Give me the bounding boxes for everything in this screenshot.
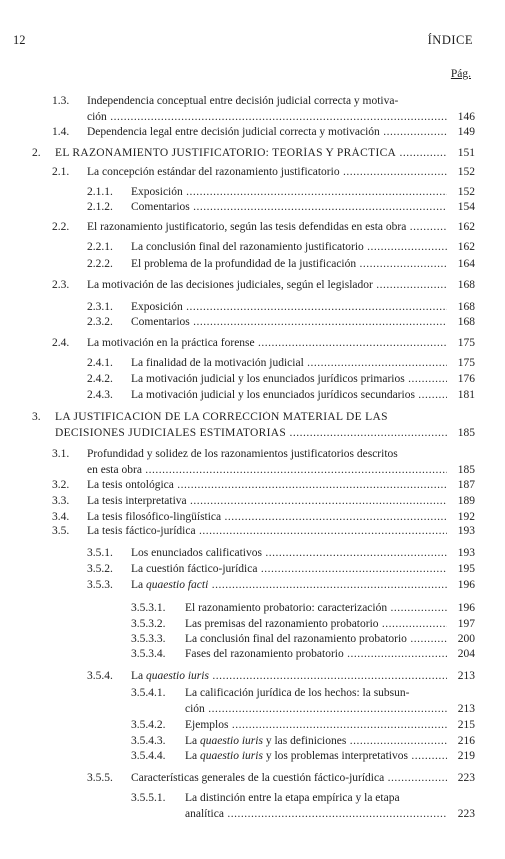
toc-entry-title: La finalidad de la motivación judicial .....	[131, 357, 447, 370]
toc-entry-page: 149	[457, 126, 475, 138]
toc-entry-number: 3.1.	[52, 448, 70, 460]
toc-entry-title: Exposición .....	[131, 186, 447, 199]
toc-entry-title: La calificación jurídica de los hechos: la subsun-	[185, 687, 410, 699]
toc-entry-title: La quaestio iuris y los problemas interpretativos .....	[185, 750, 447, 763]
toc-entry-number: 3.5.3.3.	[131, 633, 166, 645]
toc-entry-title: EL RAZONAMIENTO JUSTIFICATORIO: TEORÍAS Y PRÁCTICA .....	[55, 147, 447, 160]
toc-entry-page: 193	[457, 525, 475, 537]
toc-entry-title: Fases del razonamiento probatorio .....	[185, 648, 447, 661]
toc-entry-title: Comentarios .....	[131, 201, 447, 214]
toc-entry-title: La distinción entre la etapa empírica y la etapa	[185, 792, 400, 804]
toc-entry-title: La motivación judicial y los enunciados jurídicos primarios .....	[131, 373, 447, 386]
toc-entry-page: 196	[457, 602, 475, 614]
toc-entry-number: 2.4.3.	[87, 389, 113, 401]
toc-entry-title: ción .....	[185, 703, 447, 716]
toc-entry-page: 185	[457, 464, 475, 476]
toc-entry-title: DECISIONES JUDICIALES ESTIMATORIAS .....	[55, 427, 447, 440]
toc-entry-page: 185	[457, 427, 475, 439]
toc-entry-page: 219	[457, 750, 475, 762]
toc-entry-number: 3.5.3.2.	[131, 618, 166, 630]
toc-entry-title: La tesis filosófico-lingüística .....	[87, 511, 447, 524]
toc-entry-title: La conclusión final del razonamiento justificatorio .....	[131, 241, 447, 254]
toc-entry-number: 2.2.1.	[87, 241, 113, 253]
toc-entry-title: El problema de la profundidad de la justificación .....	[131, 258, 447, 271]
toc-entry-title: Independencia conceptual entre decisión judicial correcta y motiva-	[87, 95, 399, 107]
toc-entry-page: 213	[457, 703, 475, 715]
toc-entry-title: La tesis ontológica .....	[87, 479, 447, 492]
toc-entry-page: 215	[457, 719, 475, 731]
toc-entry-number: 3.5.4.4.	[131, 750, 166, 762]
page-number: 12	[13, 33, 26, 47]
toc-entry-number: 3.3.	[52, 495, 70, 507]
toc-entry-title: Exposición .....	[131, 301, 447, 314]
toc-entry-title: Los enunciados calificativos .....	[131, 547, 447, 560]
toc-entry-number: 2.2.	[52, 221, 70, 233]
toc-entry-page: 223	[457, 808, 475, 820]
toc-entry-page: 151	[457, 147, 475, 159]
toc-entry-number: 3.5.5.	[87, 772, 113, 784]
toc-entry-page: 168	[457, 316, 475, 328]
toc-entry-page: 146	[457, 111, 475, 123]
toc-entry-title: Comentarios .....	[131, 316, 447, 329]
toc-entry-page: 204	[457, 648, 475, 660]
toc-entry-number: 2.4.1.	[87, 357, 113, 369]
latin-term: quaestio iuris	[200, 735, 263, 747]
toc-entry-title: La tesis fáctico-jurídica .....	[87, 525, 447, 538]
toc-entry-number: 3.5.4.1.	[131, 687, 166, 699]
toc-entry-number: 2.4.	[52, 337, 70, 349]
toc-entry-number: 2.2.2.	[87, 258, 113, 270]
toc-entry-page: 168	[457, 301, 475, 313]
toc-entry-title: LA JUSTIFICACIÓN DE LA CORRECCIÓN MATERIAL DE LAS	[55, 411, 388, 423]
toc-entry-title: La cuestión fáctico-jurídica .....	[131, 563, 447, 576]
toc-entry-number: 3.5.3.4.	[131, 648, 166, 660]
toc-entry-number: 3.	[32, 411, 41, 423]
toc-entry-page: 197	[457, 618, 475, 630]
toc-entry-page: 200	[457, 633, 475, 645]
toc-entry-number: 3.4.	[52, 511, 70, 523]
toc-entry-number: 3.5.2.	[87, 563, 113, 575]
latin-term: quaestio iuris	[200, 750, 263, 762]
toc-entry-page: 216	[457, 735, 475, 747]
toc-entry-number: 2.1.1.	[87, 186, 113, 198]
running-head: ÍNDICE	[427, 33, 473, 47]
toc-entry-title: Características generales de la cuestión fáctico-jurídica .....	[131, 772, 447, 785]
toc-entry-number: 3.5.3.	[87, 579, 113, 591]
toc-entry-number: 2.1.2.	[87, 201, 113, 213]
latin-term: quaestio facti	[146, 579, 209, 591]
toc-entry-page: 195	[457, 563, 475, 575]
toc-entry-number: 2.	[32, 147, 41, 159]
toc-entry-number: 1.4.	[52, 126, 70, 138]
toc-entry-page: 176	[457, 373, 475, 385]
toc-entry-title: Las premisas del razonamiento probatorio .....	[185, 618, 447, 631]
toc-entry-page: 162	[457, 241, 475, 253]
toc-entry-title: en esta obra .....	[87, 464, 447, 477]
toc-entry-page: 152	[457, 166, 475, 178]
toc-entry-title: La conclusión final del razonamiento probatorio .....	[185, 633, 447, 646]
toc-entry-title: analítica .....	[185, 808, 447, 821]
toc-entry-title: La quaestio facti .....	[131, 579, 447, 592]
toc-entry-number: 2.1.	[52, 166, 70, 178]
toc-entry-title: La motivación judicial y los enunciados jurídicos secundarios .....	[131, 389, 447, 402]
toc-entry-page: 175	[457, 357, 475, 369]
toc-entry-title: ción .....	[87, 111, 447, 124]
toc-entry-number: 3.5.3.1.	[131, 602, 166, 614]
toc-entry-page: 187	[457, 479, 475, 491]
toc-entry-number: 3.5.4.3.	[131, 735, 166, 747]
toc-entry-title: La quaestio iuris y las definiciones .....	[185, 735, 447, 748]
toc-entry-number: 1.3.	[52, 95, 70, 107]
toc-entry-page: 175	[457, 337, 475, 349]
toc-entry-number: 3.2.	[52, 479, 70, 491]
toc-entry-title: Profundidad y solidez de los razonamientos justificatorios descritos	[87, 448, 398, 460]
toc-entry-page: 181	[457, 389, 475, 401]
page-column-label: Pág.	[450, 68, 471, 80]
toc-entry-title: Ejemplos .....	[185, 719, 447, 732]
toc-entry-page: 189	[457, 495, 475, 507]
toc-entry-page: 196	[457, 579, 475, 591]
toc-entry-page: 162	[457, 221, 475, 233]
toc-entry-title: La concepción estándar del razonamiento justificatorio .....	[87, 166, 447, 179]
toc-entry-title: La motivación en la práctica forense .....	[87, 337, 447, 350]
toc-entry-page: 213	[457, 670, 475, 682]
toc-entry-title: La tesis interpretativa .....	[87, 495, 447, 508]
toc-entry-title: Dependencia legal entre decisión judicial correcta y motivación .....	[87, 126, 447, 139]
toc-entry-title: El razonamiento probatorio: caracterización .....	[185, 602, 447, 615]
toc-entry-page: 168	[457, 279, 475, 291]
toc-entry-title: El razonamiento justificatorio, según las tesis defendidas en esta obra .....	[87, 221, 447, 234]
toc-entry-number: 2.3.	[52, 279, 70, 291]
toc-entry-number: 2.3.1.	[87, 301, 113, 313]
toc-entry-page: 192	[457, 511, 475, 523]
toc-entry-number: 3.5.4.2.	[131, 719, 166, 731]
toc-entry-number: 3.5.	[52, 525, 70, 537]
toc-entry-title: La motivación de las decisiones judiciales, según el legislador .....	[87, 279, 447, 292]
toc-entry-number: 2.3.2.	[87, 316, 113, 328]
toc-entry-page: 164	[457, 258, 475, 270]
toc-entry-page: 154	[457, 201, 475, 213]
latin-term: quaestio iuris	[146, 670, 209, 682]
toc-entry-number: 3.5.1.	[87, 547, 113, 559]
toc-entry-page: 193	[457, 547, 475, 559]
toc-entry-number: 3.5.5.1.	[131, 792, 166, 804]
toc-entry-title: La quaestio iuris .....	[131, 670, 447, 683]
toc-entry-number: 2.4.2.	[87, 373, 113, 385]
toc-entry-number: 3.5.4.	[87, 670, 113, 682]
toc-entry-page: 223	[457, 772, 475, 784]
toc-entry-page: 152	[457, 186, 475, 198]
